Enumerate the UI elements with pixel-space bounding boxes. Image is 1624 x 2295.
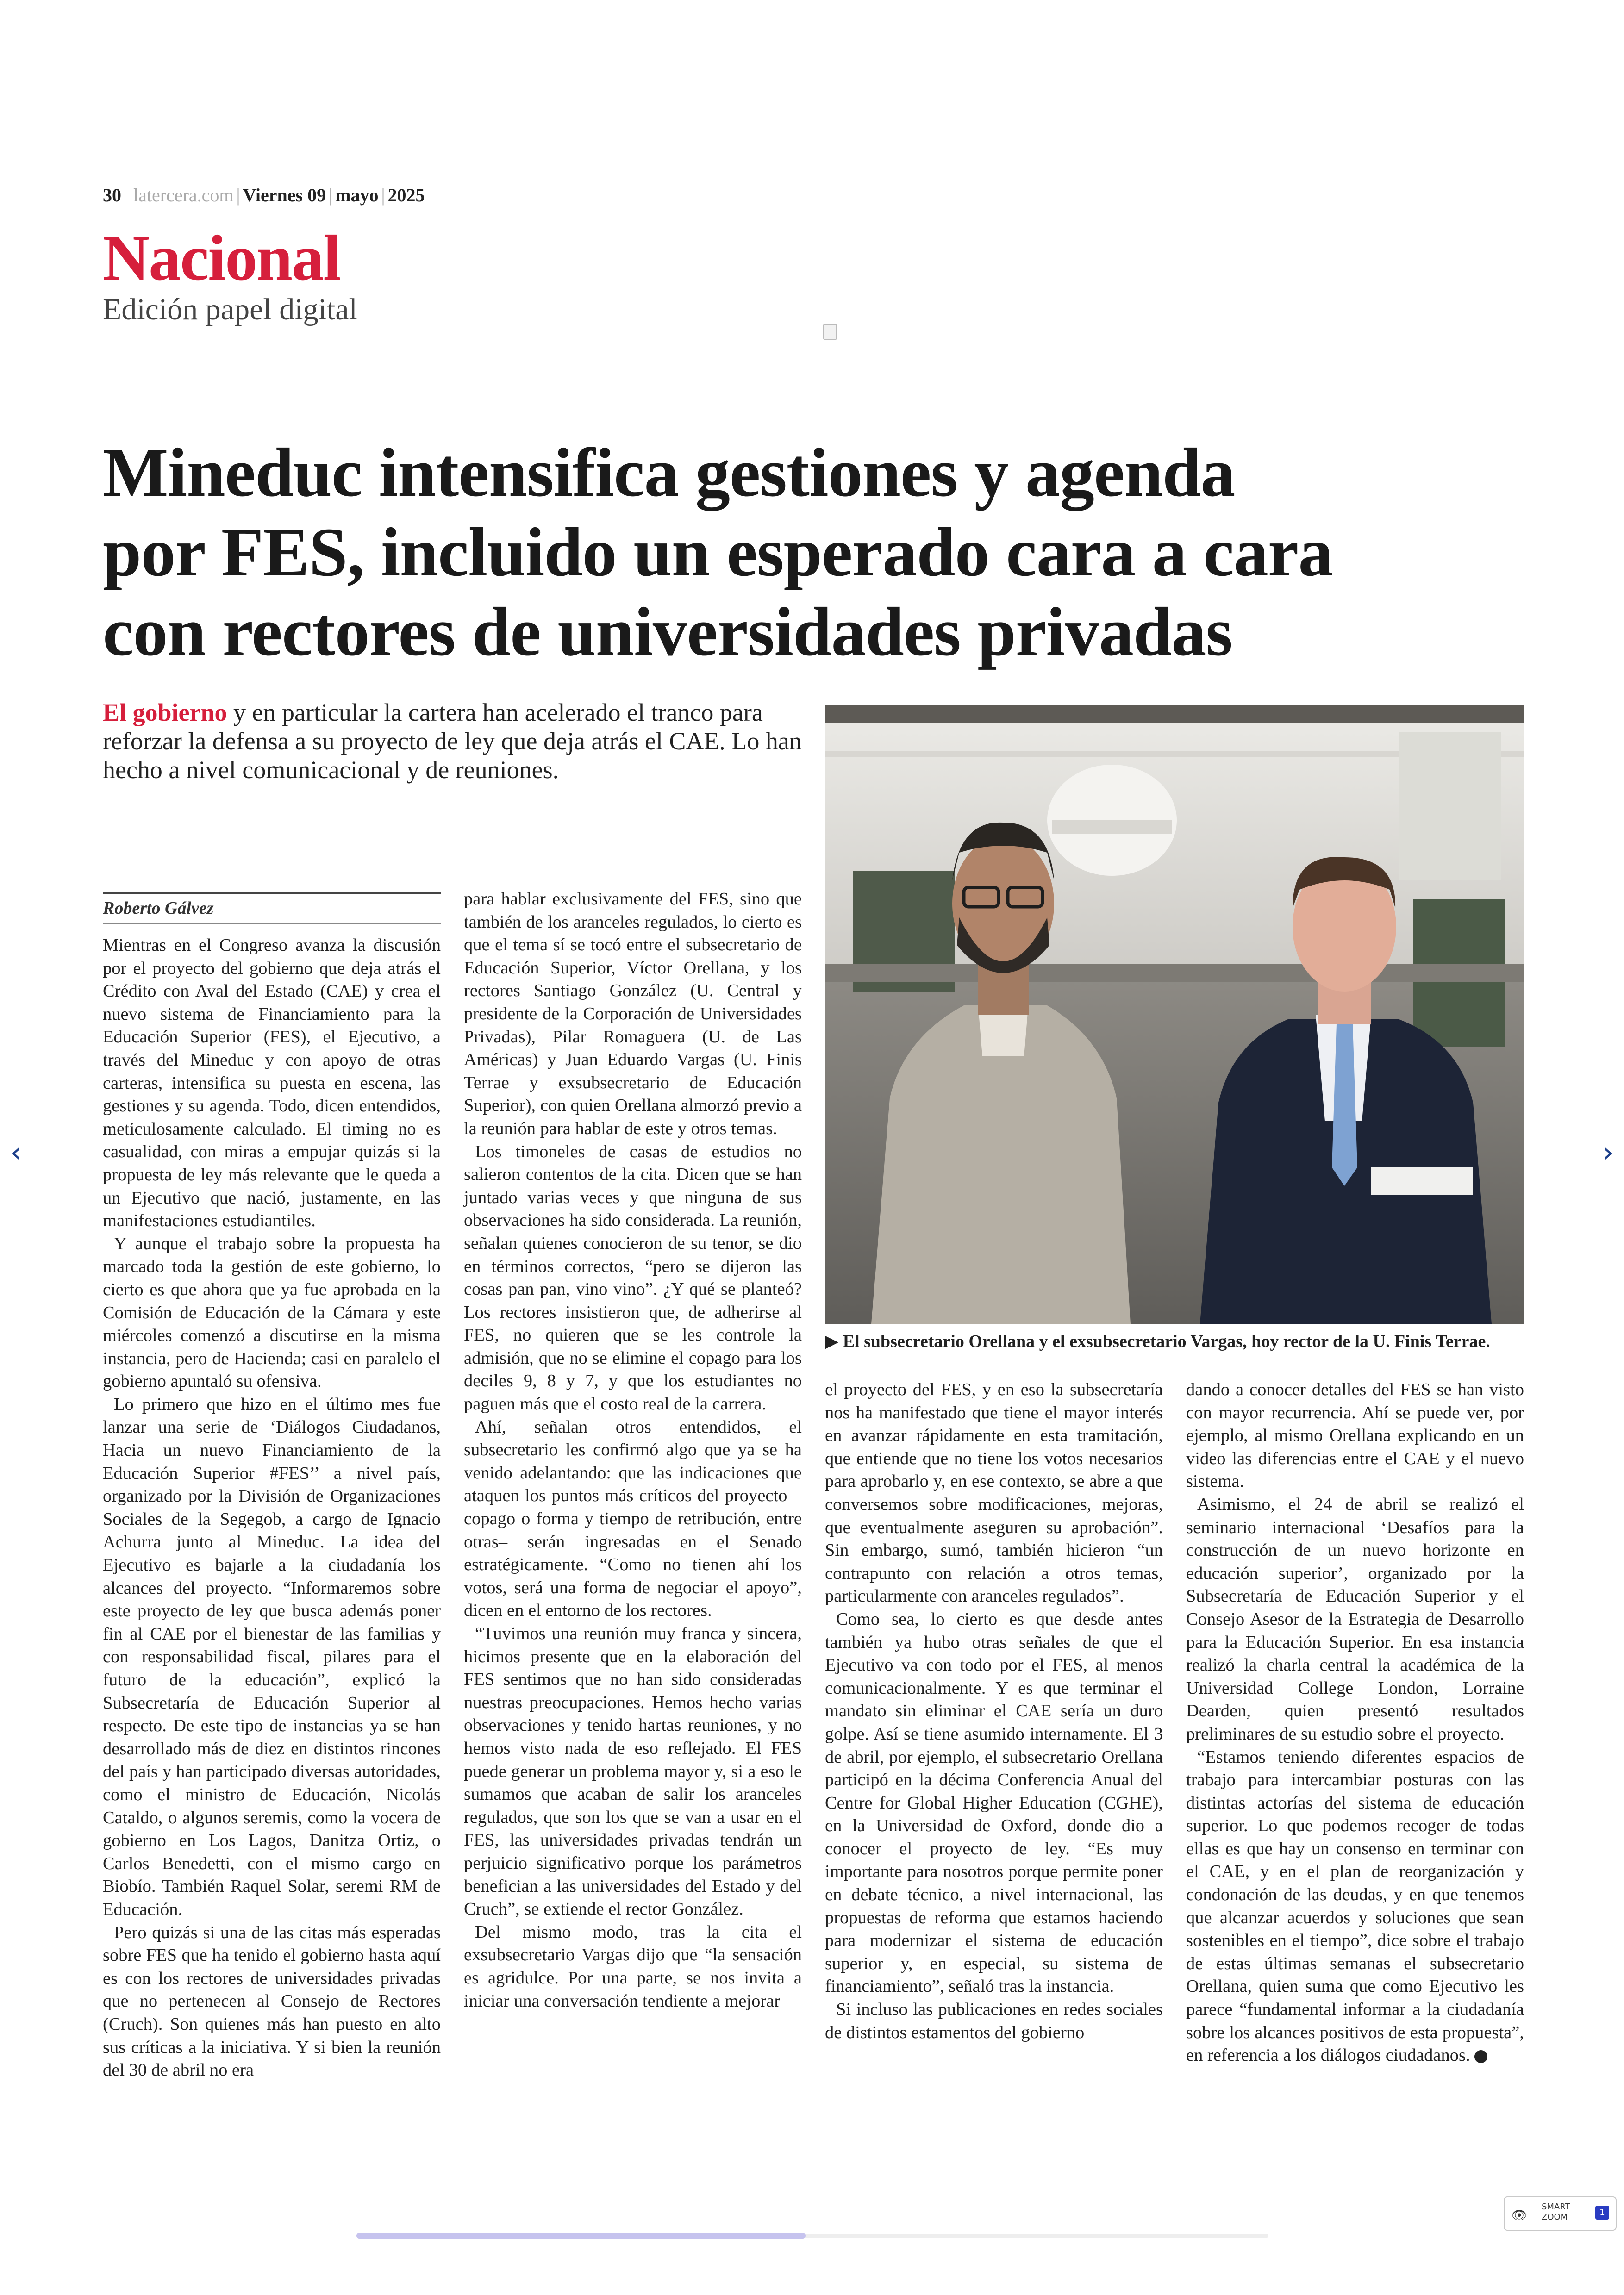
eye-icon: 👁	[1511, 2208, 1528, 2223]
paragraph: “Tuvimos una reunión muy franca y sincera, hicimos presente que en la elaboración del FES sentimos que no han sido consideradas nuestras preocupaciones. Hemos hecho varias observaciones y tenido hartas reuniones, y no hemos visto nada de eso reflejado. El FES puede generar un problema mayor y, si a eso le sumamos que acaban de salir los aranceles regulados, que son los que se van a usar en el FES, las universidades privadas tendrán un perjuicio significativo porque los parámetros benefician a las universidades del Estado y del Cruch”, se extiende el rector González.	[464, 1624, 802, 1919]
page-scrollbar-thumb[interactable]	[356, 2233, 806, 2239]
paragraph: para hablar exclusivamente del FES, sino que también de los aranceles regulados, lo cierto es que el tema sí se tocó entre el subsecretario de Educación Superior, Víctor Orellana, y los rectores Santiago González (U. Central y presidente de la Corporación de Universidades Privadas), Pilar Romaguera (U. de Las Américas) y Juan Eduardo Vargas (U. Finis Terrae y exsubsecretario de Educación Superior), con quien Orellana almorzó previo a la reunión para hablar de este y otros temas.	[464, 889, 802, 1138]
paragraph: Lo primero que hizo en el último mes fue lanzar una serie de ‘Diálogos Ciudadanos, Hacia un nuevo Financiamiento de la Educación Superior #FES’’ a nivel país, organizado por la División de Organizaciones Sociales de la Segegob, a cargo de Ignacio Achurra junto al Mineduc. La idea del Ejecutivo es bajarle a la ciudadanía los alcances del proyecto. “Informaremos sobre este proyecto de ley que busca además poner fin al CAE por el bienestar de las familias y con responsabilidad fiscal, pilares para el futuro de la educación”, explicó la Subsecretaría de Educación Superior al respecto. De este tipo de instancias ya se han desarrollado más de diez en distintos rincones del país y han participado diversas autoridades, como el ministro de Educación, Nicolás Cataldo, o algunos seremis, como la vocera de gobierno en Los Lagos, Danitza Ortiz, o Carlos Benedetti, con el mismo cargo en Biobío. También Raquel Solar, seremi RM de Educación.	[103, 1394, 441, 1919]
article-column-4	[1186, 1378, 1524, 2067]
smart-zoom-button[interactable]	[1504, 2196, 1617, 2231]
section-title: Nacional	[103, 222, 340, 294]
paragraph: Pero quizás si una de las citas más esperadas sobre FES que ha tenido el gobierno hasta aquí es con los rectores de universidades privadas que no pertenecen al Consejo de Rectores (Cruch). Son quienes más han puesto en alto sus críticas a la iniciativa. Y si bien la reunión del 30 de abril no era	[103, 1922, 441, 2080]
paragraph: Como sea, lo cierto es que desde antes también ya hubo otras señales de que el Ejecutivo va con todo por el FES, al menos comunicacionalmente. Y es que terminar el mandato sin eliminar el CAE sería un duro golpe. Así se tiene asumido internamente. El 3 de abril, por ejemplo, el subsecretario Orellana participó en la décima Conferencia Anual del Centre for Global Higher Education (CGHE), en la Universidad de Oxford, donde dio a conocer el proyecto de ley. “Es muy importante para nosotros porque permite poner en debate técnico, a nivel internacional, las propuestas de reforma que estamos haciendo para modernizar el sistema de educación superior y, en especial, su sistema de financiamiento”, señaló tras la instancia.	[825, 1609, 1163, 1996]
zoom-badge: 1	[1595, 2206, 1609, 2220]
article-column-3	[825, 1378, 1163, 2044]
header-year: 2025	[387, 185, 425, 206]
headline-line: por FES, incluido un esperado cara a cara	[103, 514, 1333, 591]
deck-lead: El gobierno	[103, 698, 227, 726]
headline-line: con rectores de universidades privadas	[103, 593, 1232, 670]
paragraph: el proyecto del FES, y en eso la subsecretaría nos ha manifestado que tiene el mayor interés en avanzar rápidamente en esta tramitación, que entiende que no tiene los votos necesarios para aprobarlo y, en ese contexto, se abre a que conversemos sobre modificaciones, mejoras, que eventualmente aseguren su aprobación”. Sin embargo, sumó, también hicieron “un contrapunto con relación a otros temas, particularmente con aranceles regulados”.	[825, 1380, 1163, 1606]
paragraph: Los timoneles de casas de estudios no salieron contentos de la cita. Dicen que se han juntado varias veces y que ninguna de sus observaciones ha sido considerada. La reunión, señalan quienes conocieron de su tenor, se dio en términos correctos, “pero se dijeron las cosas pan pan, vino vino”. ¿Y qué se planteó? Los rectores insistieron que, de adherirse al FES, no quieren que se les controle la admisión, que no se elimine el copago para los deciles 9, 8 y 7, y que los estudiantes no paguen más que el costo real de la carrera.	[464, 1141, 802, 1414]
next-page-button[interactable]: ›	[1602, 1135, 1614, 1170]
paragraph: Mientras en el Congreso avanza la discusión por el proyecto del gobierno que deja atrás el Crédito con Aval del Estado (CAE) y crea el nuevo sistema de Financiamiento para la Educación Superior (FES), el Ejecutivo, a través del Mineduc y con apoyo de otras carteras, intensifica su puesta en escena, las gestiones y su agenda. Todo, dicen entendidos, meticulosamente calculado. El timing no es casualidad, con miras a empujar quizás si la propuesta de ley más relevante que le queda a un Ejecutivo que nació, justamente, en las manifestaciones estudiantiles.	[103, 935, 441, 1231]
paragraph: Si incluso las publicaciones en redes sociales de distintos estamentos del gobierno	[825, 2000, 1163, 2042]
header-day: Viernes 09	[243, 185, 326, 206]
page-number: 30	[103, 185, 121, 206]
article-headline	[103, 433, 1543, 672]
header-month: mayo	[335, 185, 379, 206]
byline-rule	[103, 892, 441, 894]
article-column-1	[103, 934, 441, 2082]
byline-rule	[103, 923, 441, 924]
article-column-2	[464, 888, 802, 2013]
paragraph: Asimismo, el 24 de abril se realizó el seminario internacional ‘Desafíos para la construcción de un nuevo horizonte en educación superior’, organizado por la Subsecretaría de Educación Superior y el Consejo Asesor de la Estrategia de Desarrollo para la Educación Superior. En esa instancia realizó la charla central la académica de la Universidad College London, Lorraine Dearden, quien presentó resultados preliminares de su estudio sobre el proyecto.	[1186, 1494, 1524, 1744]
photo-caption: ▶ El subsecretario Orellana y el exsubsecretario Vargas, hoy rector de la U. Finis Terrae.	[825, 1332, 1490, 1351]
end-mark-icon	[1474, 2050, 1487, 2063]
section-subtitle: Edición papel digital	[103, 293, 357, 326]
paragraph-text: “Estamos teniendo diferentes espacios de trabajo para intercambiar posturas con las distintas actorías del sistema de educación superior. Lo que podemos recoger de todas ellas es que hay un consenso en terminar con el CAE, y en el plan de reorganización y condonación de las deudas, y en que tenemos que alcanzar acuerdos y soluciones que sean sostenibles en el tiempo”, dice sobre el trabajo de estas últimas semanas el subsecretario Orellana, quien suma que como Ejecutivo les parece “fundamental informar a la ciudadanía sobre los alcances positivos de esta propuesta”, en referencia a los diálogos ciudadanos.	[1186, 1747, 1524, 2065]
paragraph: Ahí, señalan otros entendidos, el subsecretario les confirmó algo que ya se ha venido adelantando: que las indicaciones que ataquen los puntos más críticos del proyecto –copago o forma y tiempo de retribución, entre otras– serán ingresadas en el Senado estratégicamente. “Como no tienen ahí los votos, será una forma de negociar el apoyo”, dicen en el entorno de los rectores.	[464, 1417, 802, 1621]
article-photo	[825, 705, 1524, 1324]
prev-page-button[interactable]: ‹	[10, 1135, 22, 1170]
article-deck	[103, 698, 806, 784]
headline-line: Mineduc intensifica gestiones y agenda	[103, 434, 1235, 511]
smart-zoom-label: SMART ZOOM	[1542, 2202, 1570, 2222]
deck-text: y en particular la cartera han acelerado el tranco para reforzar la defensa a su proyecto de ley que deja atrás el CAE. Lo han hecho a nivel comunicacional y de reuniones.	[103, 698, 802, 784]
paragraph: Y aunque el trabajo sobre la propuesta ha marcado toda la gestión de este gobierno, lo cierto es que ahora que ya fue aprobada en la Comisión de Educación de la Cámara y este miércoles comenzó a discutirse en la misma instancia, pero de Hacienda; casi en paralelo el gobierno apuntaló su ofensiva.	[103, 1234, 441, 1391]
page-header: 30 latercera.com | Viernes 09 | mayo | 2025	[103, 185, 425, 206]
paragraph: dando a conocer detalles del FES se han visto con mayor recurrencia. Ahí se puede ver, por ejemplo, al mismo Orellana explicando en un video las diferencias entre el CAE y el nuevo sistema.	[1186, 1380, 1524, 1491]
site-name: latercera.com	[133, 185, 234, 206]
paragraph	[1186, 1746, 1524, 2067]
paragraph: Del mismo modo, tras la cita el exsubsecretario Vargas dijo que “la sensación es agridulce. Por una parte, se nos invita a iniciar una conversación tendiente a mejorar	[464, 1922, 802, 2011]
photo-illustration	[825, 705, 1524, 1324]
byline: Roberto Gálvez	[103, 898, 214, 918]
page-marker-icon	[823, 324, 837, 340]
